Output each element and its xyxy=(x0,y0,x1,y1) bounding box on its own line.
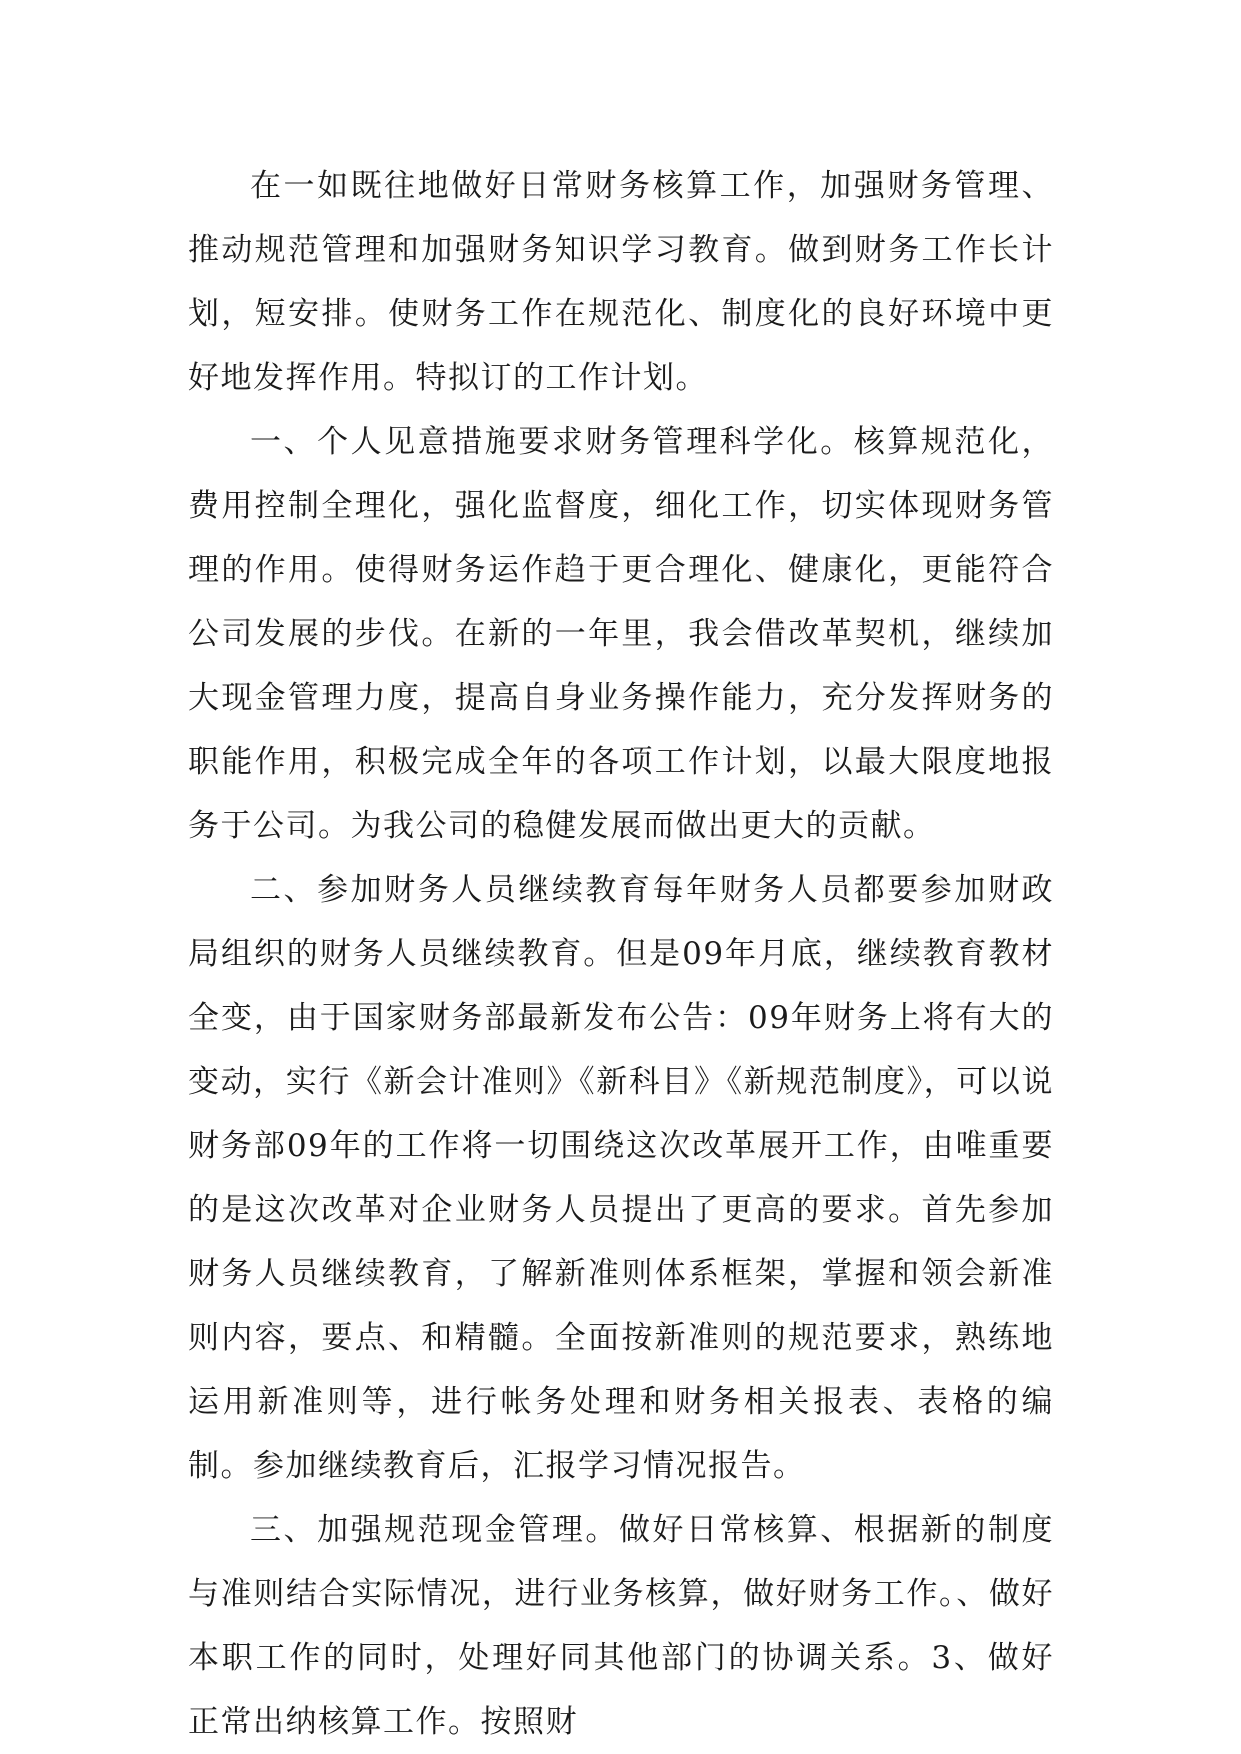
paragraph-intro: 在一如既往地做好日常财务核算工作，加强财务管理、推动规范管理和加强财务知识学习教育。做到财务工作长计划，短安排。使财务工作在规范化、制度化的良好环境中更好地发挥作用。特拟订的工作计划。 xyxy=(188,168,1054,396)
paragraph-section-1: 一、个人见意措施要求财务管理科学化。核算规范化，费用控制全理化，强化监督度，细化工作，切实体现财务管理的作用。使得财务运作趋于更合理化、健康化，更能符合公司发展的步伐。在新的一年里，我会借改革契机，继续加大现金管理力度，提高自身业务操作能力，充分发挥财务的职能作用，积极完成全年的各项工作计划，以最大限度地报务于公司。为我公司的稳健发展而做出更大的贡献。 xyxy=(188,424,1054,844)
paragraph-section-3: 三、加强规范现金管理。做好日常核算、根据新的制度与准则结合实际情况，进行业务核算，做好财务工作。、做好本职工作的同时，处理好同其他部门的协调关系。3、做好正常出纳核算工作。按照财 xyxy=(188,1512,1054,1740)
paragraph-section-2: 二、参加财务人员继续教育每年财务人员都要参加财政局组织的财务人员继续教育。但是09年月底，继续教育教材全变，由于国家财务部最新发布公告：09年财务上将有大的变动，实行《新会计准则》《新科目》《新规范制度》，可以说财务部09年的工作将一切围绕这次改革展开工作，由唯重要的是这次改革对企业财务人员提出了更高的要求。首先参加财务人员继续教育，了解新准则体系框架，掌握和领会新准则内容，要点、和精髓。全面按新准则的规范要求，熟练地运用新准则等，进行帐务处理和财务相关报表、表格的编制。参加继续教育后，汇报学习情况报告。 xyxy=(188,872,1054,1484)
document-body xyxy=(188,154,1054,1754)
